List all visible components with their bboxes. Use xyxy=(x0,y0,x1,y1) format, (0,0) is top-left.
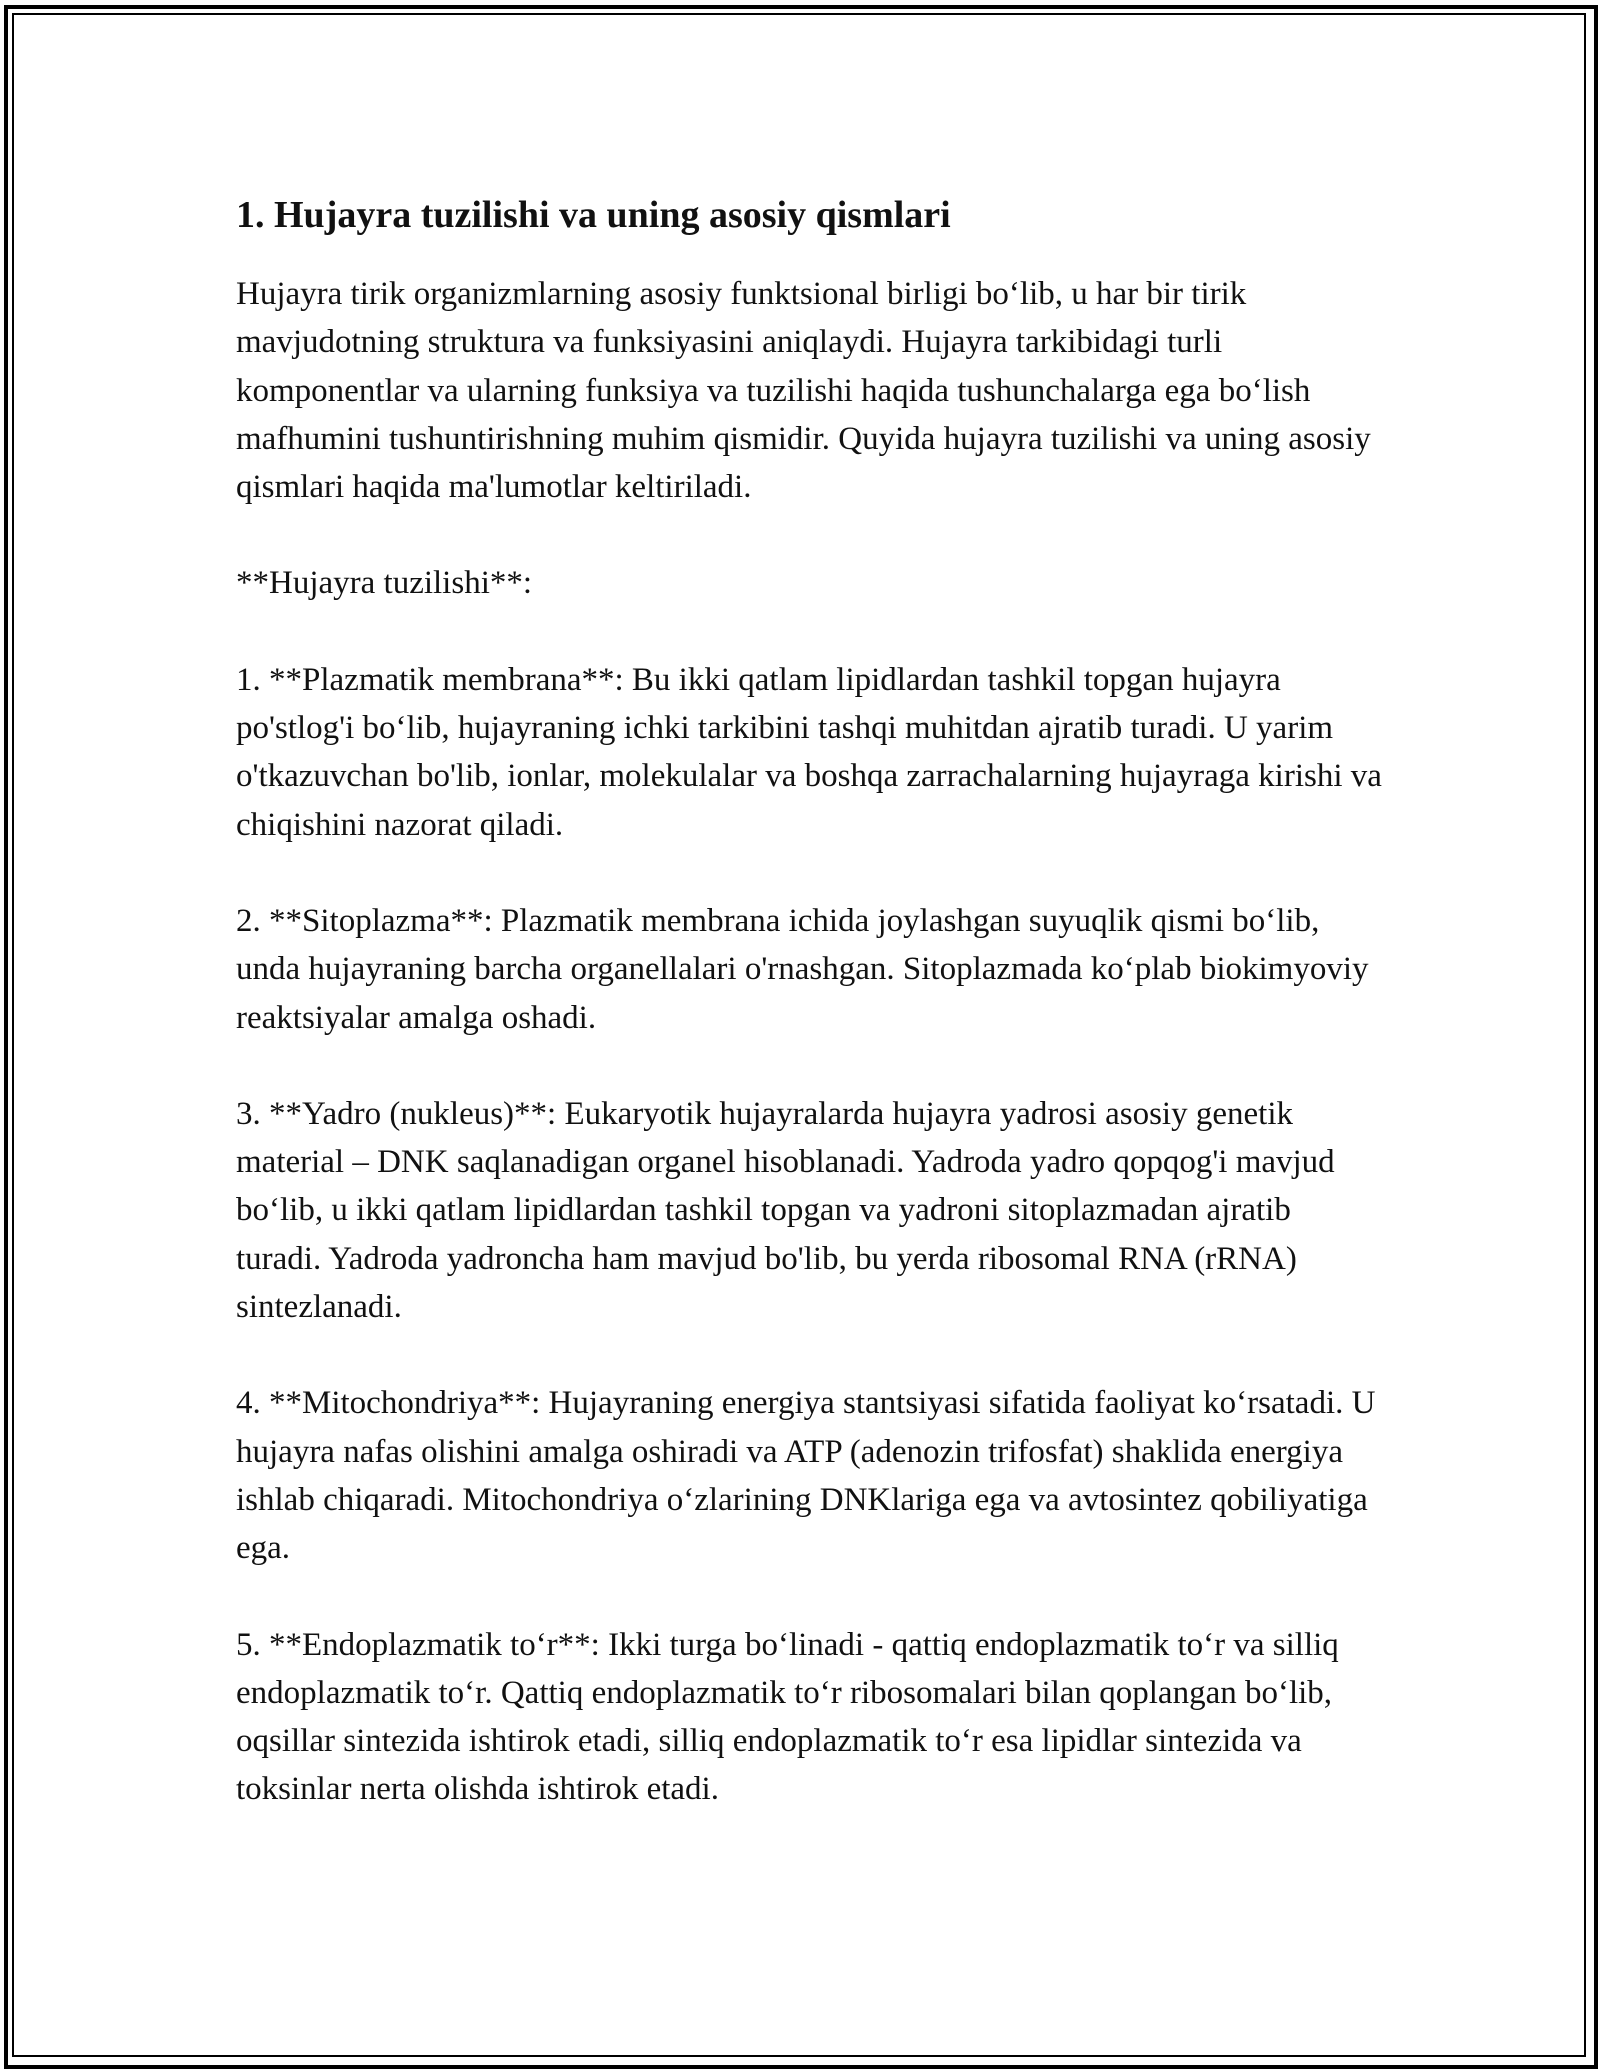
list-item-nucleus: 3. **Yadro (nukleus)**: Eukaryotik hujayralarda hujayra yadrosi asosiy genetik material – DNK saqlanadigan organel hisoblanadi. Yadroda yadro qopqog'i mavjud bo‘lib, u ikki qatlam lipidlardan tashkil topgan va yadroni sitoplazmadan ajratib turadi. Yadroda yadroncha ham mavjud bo'lib, bu yerda ribosomal RNA (rRNA) sintezlanadi. xyxy=(236,1095,1335,1326)
document-title: 1. Hujayra tuzilishi va uning asosiy qismlari xyxy=(236,194,951,236)
list-item-endoplasmic-reticulum: 5. **Endoplazmatik to‘r**: Ikki turga bo‘linadi - qattiq endoplazmatik to‘r va silliq endoplazmatik to‘r. Qattiq endoplazmatik to‘r ribosomalari bilan qoplangan bo‘lib, oqsillar sintezida ishtirok etadi, silliq endoplazmatik to‘r esa lipidlar sintezida va toksinlar nerta olishda ishtirok etadi. xyxy=(236,1626,1339,1808)
list-item-plasma-membrane: 1. **Plazmatik membrana**: Bu ikki qatlam lipidlardan tashkil topgan hujayra po'stlog'i bo‘lib, hujayraning ichki tarkibini tashqi muhitdan ajratib turadi. U yarim o'tkazuvchan bo'lib, ionlar, molekulalar va boshqa zarrachalarning hujayraga kirishi va chiqishini nazorat qiladi. xyxy=(236,661,1382,843)
section-label: **Hujayra tuzilishi**: xyxy=(236,565,533,602)
document-page xyxy=(236,190,1384,1862)
intro-paragraph: Hujayra tirik organizmlarning asosiy funktsional birligi bo‘lib, u har bir tirik mavjudotning struktura va funksiyasini aniqlaydi. Hujayra tarkibidagi turli komponentlar va ularning funksiya va tuzilishi haqida tushunchalarga ega bo‘lish mafhumini tushuntirishning muhim qismidir. Quyida hujayra tuzilishi va uning asosiy qismlari haqida ma'lumotlar keltiriladi. xyxy=(236,276,1371,506)
list-item-cytoplasm: 2. **Sitoplazma**: Plazmatik membrana ichida joylashgan suyuqlik qismi bo‘lib, unda hujayraning barcha organellalari o'rnashgan. Sitoplazmada ko‘plab biokimyoviy reaktsiyalar amalga oshadi. xyxy=(236,902,1369,1036)
list-item-mitochondria: 4. **Mitochondriya**: Hujayraning energiya stantsiyasi sifatida faoliyat ko‘rsatadi. U hujayra nafas olishini amalga oshiradi va ATP (adenozin trifosfat) shaklida energiya ishlab chiqaradi. Mitochondriya o‘zlarining DNKlariga ega va avtosintez qobiliyatiga ega. xyxy=(236,1385,1376,1567)
